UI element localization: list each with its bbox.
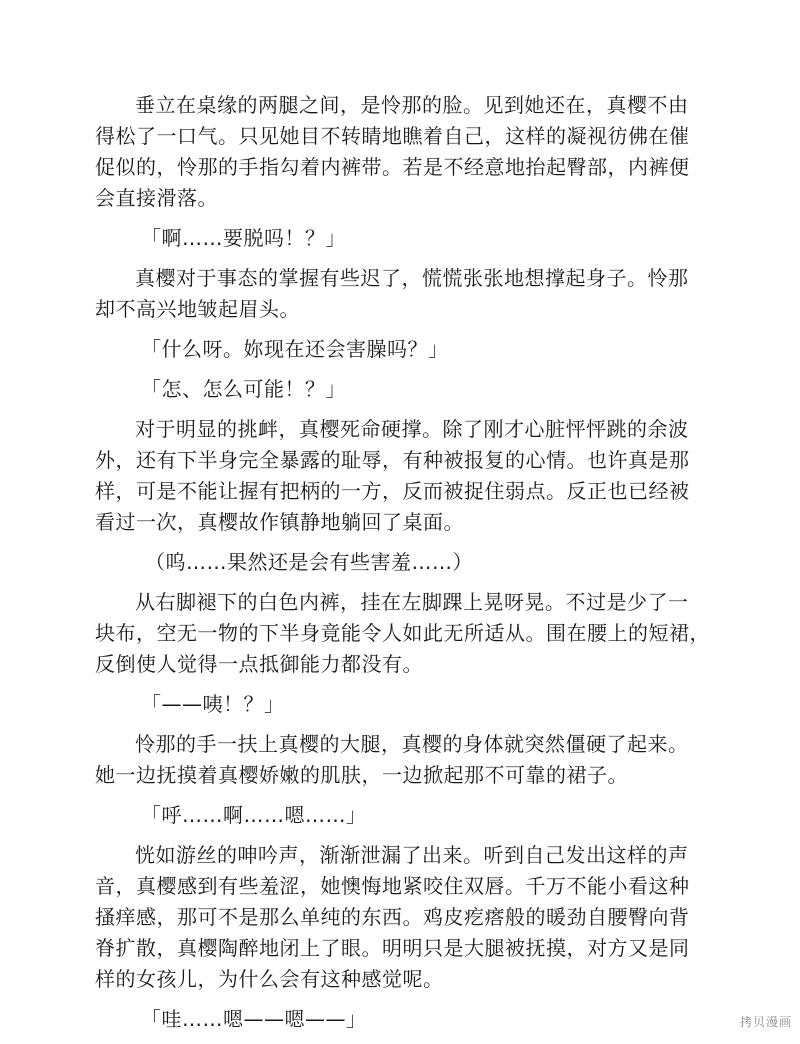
paragraph-line: 外，还有下半身完全暴露的耻辱，有种被报复的心情。也许真是那 [95,448,690,472]
dialogue-line: 「呼……啊……嗯……」 [141,803,367,827]
paragraph-line: 却不高兴地皱起眉头。 [95,297,300,321]
paragraph [95,587,725,680]
inner-thought-line: （呜……果然还是会有些害羞……） [145,550,473,574]
dialogue-line: 「怎、怎么可能！？」 [141,377,346,401]
paragraph-line: 样的女孩儿，为什么会有这种感觉呢。 [95,967,444,991]
paragraph-line: 得松了一口气。只见她目不转睛地瞧着自己，这样的凝视彷佛在催 [95,124,690,148]
paragraph-line: 垂立在桌缘的两腿之间，是怜那的脸。见到她还在，真樱不由 [135,93,689,117]
novel-page [95,90,725,1044]
paragraph-line: 促似的，怜那的手指勾着内裤带。若是不经意地抬起臀部，内裤便 [95,155,690,179]
paragraph-line: 样，可是不能让握有把柄的一方，反而被捉住弱点。反正也已经被 [95,479,690,503]
paragraph [95,263,725,325]
dialogue-line: 「——咦！？」 [141,692,285,716]
dialogue-line: 「哇……嗯——嗯——」 [141,1007,367,1031]
paragraph-line: 音，真樱感到有些羞涩，她懊悔地紧咬住双唇。千万不能小看这种 [95,874,690,898]
watermark: 拷贝漫画 [739,1015,792,1029]
paragraph [95,414,725,538]
dialogue-line: 「啊……要脱吗！？」 [141,226,346,250]
dialogue-line: 「什么呀。妳现在还会害臊吗？」 [141,337,449,361]
paragraph-line: 怜那的手一扶上真樱的大腿，真樱的身体就突然僵硬了起来。 [135,732,689,756]
paragraph-line: 反倒使人觉得一点抵御能力都没有。 [95,652,423,676]
paragraph-line: 她一边抚摸着真樱娇嫩的肌肤，一边掀起那不可靠的裙子。 [95,763,628,787]
paragraph-line: 会直接滑落。 [95,186,218,210]
paragraph-line: 搔痒感，那可不是那么单纯的东西。鸡皮疙瘩般的暖劲自腰臀向背 [95,905,690,929]
paragraph [95,729,725,791]
paragraph [95,90,725,214]
paragraph-line: 从右脚褪下的白色内裤，挂在左脚踝上晃呀晃。不过是少了一 [135,590,689,614]
paragraph-line: 恍如游丝的呻吟声，渐渐泄漏了出来。听到自己发出这样的声 [135,843,689,867]
paragraph-line: 看过一次，真樱故作镇静地躺回了桌面。 [95,510,464,534]
paragraph-line: 真樱对于事态的掌握有些迟了，慌慌张张地想撑起身子。怜那 [135,266,689,290]
paragraph-line: 对于明显的挑衅，真樱死命硬撑。除了刚才心脏怦怦跳的余波 [135,417,689,441]
paragraph [95,840,725,995]
paragraph-line: 脊扩散，真樱陶醉地闭上了眼。明明只是大腿被抚摸，对方又是同 [95,936,690,960]
paragraph-line: 块布，空无一物的下半身竟能令人如此无所适从。围在腰上的短裙， [95,621,710,645]
